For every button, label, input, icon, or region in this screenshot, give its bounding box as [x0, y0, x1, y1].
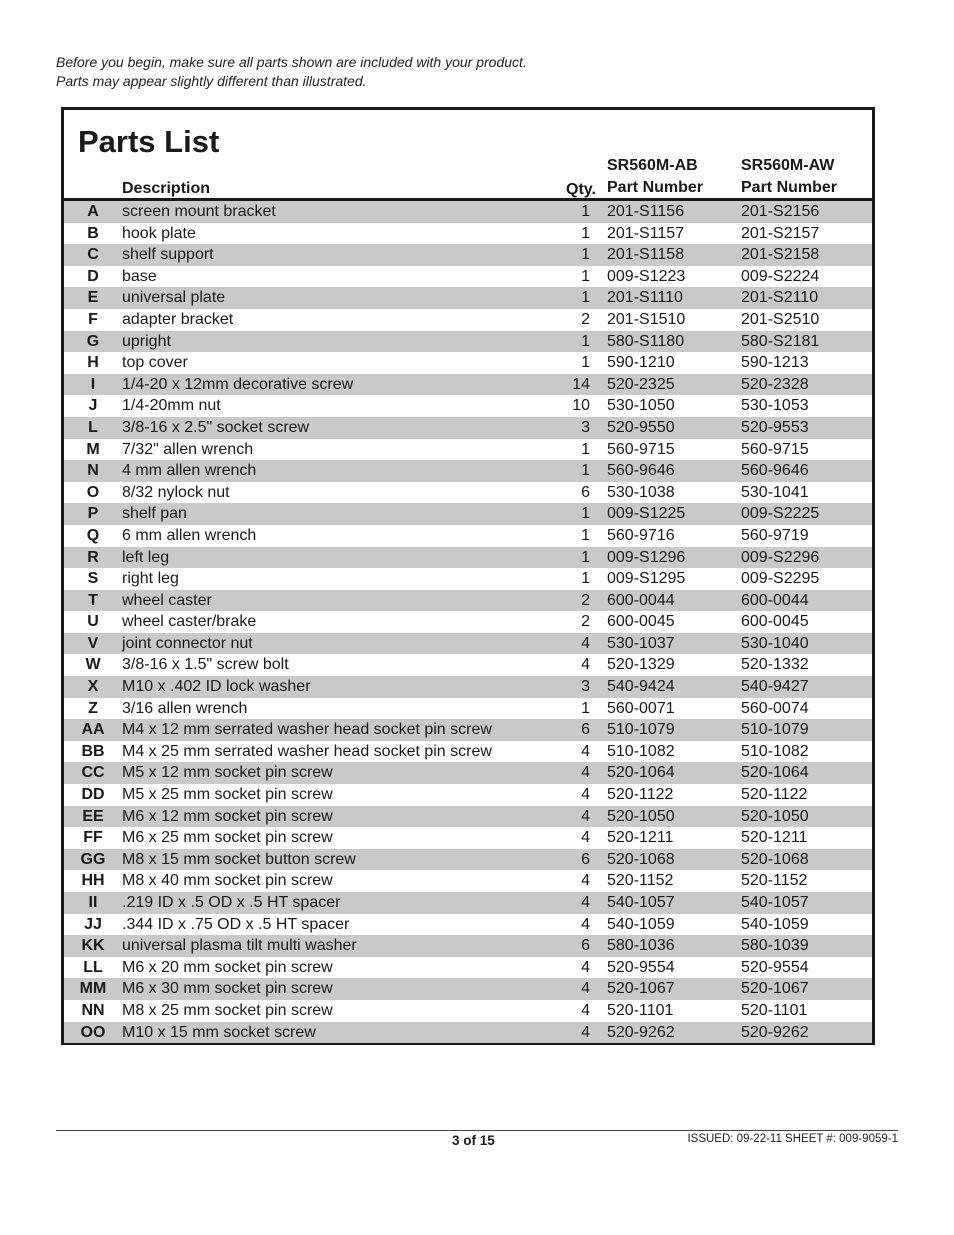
- part-description: 3/8-16 x 1.5" screw bolt: [122, 656, 289, 674]
- table-row: [64, 762, 872, 784]
- part-qty: 10: [572, 397, 590, 415]
- part-description: .219 ID x .5 OD x .5 HT spacer: [122, 894, 341, 911]
- part-description: left leg: [122, 548, 170, 566]
- part-description: top cover: [122, 354, 188, 372]
- table-row: [64, 417, 872, 439]
- table-row: [64, 1022, 872, 1044]
- part-qty: 1: [581, 332, 590, 350]
- part-number-aw: 201-S2110: [741, 289, 819, 307]
- part-description: universal plate: [122, 289, 226, 307]
- part-qty: 1: [581, 526, 590, 544]
- part-letter: JJ: [84, 915, 102, 933]
- part-number-aw: 540-9427: [741, 678, 809, 696]
- part-qty: 1: [581, 548, 590, 566]
- part-number-ab: 520-1211: [607, 829, 674, 847]
- part-qty: 1: [581, 462, 590, 480]
- part-number-aw: 510-1079: [741, 721, 809, 739]
- part-description: 3/8-16 x 2.5" socket screw: [122, 418, 310, 436]
- part-description: 1/4-20 x 12mm decorative screw: [122, 375, 354, 393]
- part-number-aw: 520-1067: [741, 980, 809, 998]
- part-number-aw: 530-1041: [741, 483, 809, 501]
- part-qty: 4: [581, 980, 590, 998]
- part-number-aw: 520-1068: [741, 850, 809, 868]
- part-letter: II: [88, 894, 98, 911]
- part-number-ab: 600-0044: [607, 591, 675, 609]
- part-letter: V: [87, 634, 99, 652]
- part-number-ab: 560-9716: [607, 526, 675, 544]
- part-number-aw: 560-9719: [741, 526, 809, 544]
- table-row: [64, 611, 872, 633]
- part-description: M6 x 25 mm socket pin screw: [122, 829, 333, 847]
- part-letter: R: [87, 548, 99, 566]
- part-qty: 3: [581, 678, 590, 696]
- part-letter: LL: [83, 958, 103, 976]
- table-row: [64, 806, 872, 828]
- part-qty: 6: [581, 721, 590, 739]
- part-letter: A: [87, 203, 99, 220]
- table-row: [64, 482, 872, 504]
- table-row: [64, 978, 872, 1000]
- part-qty: 4: [581, 829, 590, 847]
- part-letter: DD: [81, 786, 105, 804]
- header-description: Description: [122, 180, 211, 197]
- part-number-ab: 201-S1158: [607, 246, 685, 264]
- part-qty: 1: [581, 267, 590, 285]
- part-qty: 1: [581, 354, 590, 372]
- part-qty: 1: [581, 203, 590, 220]
- header-qty: Qty.: [566, 181, 596, 198]
- table-row: [64, 525, 872, 547]
- part-number-ab: 520-1067: [607, 980, 675, 998]
- part-letter: Z: [88, 699, 98, 717]
- part-number-aw: 520-1152: [741, 872, 808, 890]
- part-number-aw: 009-S2295: [741, 570, 820, 588]
- part-letter: BB: [81, 742, 105, 760]
- part-number-ab: 580-1036: [607, 937, 675, 955]
- part-description: M6 x 12 mm socket pin screw: [122, 807, 333, 825]
- part-number-aw: 590-1213: [741, 354, 809, 372]
- part-number-aw: 580-1039: [741, 937, 809, 955]
- part-number-ab: 009-S1223: [607, 267, 686, 285]
- part-qty: 1: [581, 505, 590, 523]
- part-number-ab: 520-9262: [607, 1023, 675, 1041]
- part-number-aw: 520-9554: [741, 958, 809, 976]
- part-number-aw: 540-1059: [741, 915, 809, 933]
- table-row: [64, 1000, 872, 1022]
- part-number-aw: 520-1050: [741, 807, 809, 825]
- part-number-ab: 540-9424: [607, 678, 675, 696]
- part-letter: D: [87, 267, 99, 285]
- part-letter: M: [86, 440, 100, 458]
- part-letter: OO: [80, 1023, 106, 1041]
- part-number-ab: 510-1079: [607, 721, 675, 739]
- part-number-ab: 520-1122: [607, 786, 674, 804]
- part-number-aw: 510-1082: [741, 742, 809, 760]
- table-row: [64, 784, 872, 806]
- part-qty: 1: [581, 289, 590, 307]
- part-number-aw: 009-S2296: [741, 548, 820, 566]
- part-description: right leg: [122, 570, 179, 588]
- part-description: M6 x 30 mm socket pin screw: [122, 980, 333, 998]
- part-number-aw: 540-1057: [741, 894, 809, 911]
- part-number-aw: 009-S2225: [741, 505, 820, 523]
- part-letter: AA: [81, 721, 105, 739]
- table-row: [64, 741, 872, 763]
- part-number-ab: 201-S1510: [607, 310, 686, 328]
- header-model-aw: SR560M-AW: [741, 157, 835, 174]
- part-number-ab: 520-1064: [607, 764, 675, 782]
- part-letter: P: [87, 505, 99, 523]
- part-number-ab: 201-S1110: [607, 289, 683, 307]
- table-row: [64, 719, 872, 741]
- part-description: 4 mm allen wrench: [122, 462, 257, 480]
- part-letter: W: [85, 656, 101, 674]
- part-description: 3/16 allen wrench: [122, 699, 248, 717]
- part-qty: 14: [572, 375, 590, 393]
- table-row: [64, 914, 872, 936]
- part-number-aw: 520-9262: [741, 1023, 809, 1041]
- part-number-ab: 560-9715: [607, 440, 675, 458]
- part-description: M4 x 12 mm serrated washer head socket pin screw: [122, 721, 492, 739]
- table-row: [64, 223, 872, 245]
- part-number-ab: 201-S1157: [607, 224, 685, 242]
- table-row: [64, 957, 872, 979]
- part-number-aw: 520-1122: [741, 786, 808, 804]
- table-row: [64, 503, 872, 525]
- part-letter: GG: [80, 850, 106, 868]
- part-qty: 2: [581, 591, 590, 609]
- part-letter: F: [88, 310, 98, 328]
- table-row: [64, 870, 872, 892]
- part-description: .344 ID x .75 OD x .5 HT spacer: [122, 915, 350, 933]
- part-number-ab: 009-S1296: [607, 548, 686, 566]
- part-qty: 4: [581, 807, 590, 825]
- part-qty: 4: [581, 915, 590, 933]
- part-letter: U: [87, 613, 99, 631]
- header-part-number-ab: Part Number: [607, 179, 704, 196]
- table-row: [64, 849, 872, 871]
- table-row: [64, 633, 872, 655]
- part-description: joint connector nut: [122, 634, 253, 652]
- footer-divider: [56, 1130, 898, 1131]
- part-number-ab: 520-1068: [607, 850, 675, 868]
- part-description: M5 x 12 mm socket pin screw: [122, 764, 333, 782]
- part-qty: 1: [581, 246, 590, 264]
- table-row: [64, 374, 872, 396]
- table-row: [64, 309, 872, 331]
- part-number-aw: 520-2328: [741, 375, 809, 393]
- part-number-ab: 510-1082: [607, 742, 675, 760]
- part-number-ab: 520-1152: [607, 872, 674, 890]
- part-letter: B: [87, 224, 99, 242]
- part-description: adapter bracket: [122, 310, 234, 328]
- part-number-ab: 009-S1225: [607, 505, 686, 523]
- intro-line-1: Before you begin, make sure all parts shown are included with your product.: [56, 54, 527, 70]
- part-qty: 1: [581, 699, 590, 717]
- part-description: universal plasma tilt multi washer: [122, 937, 357, 955]
- part-description: base: [122, 267, 157, 285]
- part-qty: 6: [581, 483, 590, 501]
- part-number-ab: 009-S1295: [607, 570, 686, 588]
- part-description: M8 x 15 mm socket button screw: [122, 850, 356, 868]
- part-letter: HH: [81, 872, 105, 890]
- part-letter: L: [88, 418, 98, 436]
- part-letter: Q: [86, 526, 100, 544]
- part-number-ab: 530-1037: [607, 634, 675, 652]
- table-row: [64, 827, 872, 849]
- part-number-ab: 520-2325: [607, 375, 675, 393]
- part-description: wheel caster/brake: [122, 613, 257, 631]
- part-qty: 1: [581, 570, 590, 588]
- table-row: [64, 395, 872, 417]
- part-description: wheel caster: [122, 591, 212, 609]
- page-number: 3 of 15: [452, 1133, 495, 1148]
- part-qty: 6: [581, 937, 590, 955]
- header-part-number-aw: Part Number: [741, 179, 838, 196]
- part-description: 1/4-20mm nut: [122, 397, 221, 415]
- part-description: M10 x 15 mm socket screw: [122, 1023, 316, 1041]
- table-row: [64, 266, 872, 288]
- part-description: screen mount bracket: [122, 203, 276, 220]
- part-letter: E: [87, 289, 99, 307]
- part-description: M6 x 20 mm socket pin screw: [122, 958, 333, 976]
- part-number-aw: 520-1211: [741, 829, 808, 847]
- table-row: [64, 676, 872, 698]
- part-letter: NN: [81, 1001, 105, 1019]
- part-number-aw: 520-9553: [741, 418, 809, 436]
- part-number-ab: 540-1057: [607, 894, 675, 911]
- part-number-ab: 520-1329: [607, 656, 675, 674]
- part-qty: 4: [581, 1023, 590, 1041]
- table-row: [64, 287, 872, 309]
- part-letter: H: [87, 354, 99, 372]
- part-qty: 4: [581, 634, 590, 652]
- part-number-ab: 530-1038: [607, 483, 675, 501]
- part-letter: MM: [79, 980, 107, 998]
- part-number-ab: 530-1050: [607, 397, 675, 415]
- part-description: 7/32" allen wrench: [122, 440, 254, 458]
- part-qty: 4: [581, 1001, 590, 1019]
- part-letter: I: [90, 375, 96, 393]
- intro-note: [56, 53, 527, 91]
- part-qty: 4: [581, 894, 590, 911]
- part-letter: J: [88, 397, 98, 415]
- part-letter: T: [88, 591, 98, 609]
- part-number-aw: 201-S2158: [741, 246, 820, 264]
- part-description: 6 mm allen wrench: [122, 526, 257, 544]
- part-number-ab: 520-1050: [607, 807, 675, 825]
- part-number-aw: 530-1053: [741, 397, 809, 415]
- parts-table-body: [64, 201, 872, 1043]
- table-row: [64, 698, 872, 720]
- part-qty: 3: [581, 418, 590, 436]
- part-qty: 4: [581, 764, 590, 782]
- part-description: 8/32 nylock nut: [122, 483, 230, 501]
- part-description: M4 x 25 mm serrated washer head socket pin screw: [122, 742, 492, 760]
- parts-list-panel: [61, 107, 875, 1045]
- part-number-aw: 530-1040: [741, 634, 809, 652]
- part-qty: 4: [581, 742, 590, 760]
- table-row: [64, 568, 872, 590]
- part-letter: O: [86, 483, 100, 501]
- part-letter: EE: [82, 807, 104, 825]
- part-qty: 4: [581, 786, 590, 804]
- part-number-aw: 520-1101: [741, 1001, 808, 1019]
- part-number-aw: 201-S2510: [741, 310, 820, 328]
- part-number-aw: 201-S2157: [741, 224, 820, 242]
- part-description: M8 x 40 mm socket pin screw: [122, 872, 333, 890]
- part-description: M5 x 25 mm socket pin screw: [122, 786, 333, 804]
- part-description: M8 x 25 mm socket pin screw: [122, 1001, 333, 1019]
- part-qty: 1: [581, 440, 590, 458]
- part-number-ab: 600-0045: [607, 613, 675, 631]
- part-letter: N: [87, 462, 99, 480]
- parts-list-title: Parts List: [78, 124, 220, 159]
- issue-sheet-info: ISSUED: 09-22-11 SHEET #: 009-9059-1: [687, 1133, 898, 1145]
- part-number-aw: 560-0074: [741, 699, 809, 717]
- header-model-ab: SR560M-AB: [607, 157, 698, 174]
- part-number-ab: 520-9554: [607, 958, 675, 976]
- table-row: [64, 935, 872, 957]
- part-number-aw: 560-9646: [741, 462, 809, 480]
- part-number-ab: 540-1059: [607, 915, 675, 933]
- part-number-aw: 520-1064: [741, 764, 809, 782]
- table-row: [64, 654, 872, 676]
- part-qty: 4: [581, 656, 590, 674]
- part-description: shelf pan: [122, 505, 187, 523]
- table-row: [64, 352, 872, 374]
- part-number-ab: 520-9550: [607, 418, 675, 436]
- part-number-ab: 590-1210: [607, 354, 675, 372]
- table-row: [64, 892, 872, 914]
- table-row: [64, 331, 872, 353]
- table-row: [64, 244, 872, 266]
- part-description: shelf support: [122, 246, 214, 264]
- part-number-aw: 600-0045: [741, 613, 809, 631]
- part-letter: C: [87, 246, 99, 264]
- part-number-aw: 009-S2224: [741, 267, 820, 285]
- part-number-ab: 580-S1180: [607, 332, 685, 350]
- part-number-ab: 560-9646: [607, 462, 675, 480]
- part-number-aw: 580-S2181: [741, 332, 820, 350]
- part-description: hook plate: [122, 224, 196, 242]
- part-qty: 4: [581, 958, 590, 976]
- part-number-aw: 201-S2156: [741, 203, 820, 220]
- part-qty: 6: [581, 850, 590, 868]
- table-row: [64, 201, 872, 223]
- part-number-ab: 560-0071: [607, 699, 675, 717]
- part-qty: 4: [581, 872, 590, 890]
- table-row: [64, 547, 872, 569]
- part-number-ab: 201-S1156: [607, 203, 685, 220]
- part-number-aw: 560-9715: [741, 440, 809, 458]
- part-qty: 1: [581, 224, 590, 242]
- part-letter: KK: [81, 937, 105, 955]
- part-number-aw: 600-0044: [741, 591, 809, 609]
- part-letter: G: [86, 332, 100, 350]
- part-letter: X: [87, 678, 99, 696]
- table-row: [64, 590, 872, 612]
- part-number-ab: 520-1101: [607, 1001, 674, 1019]
- part-description: upright: [122, 332, 171, 350]
- table-row: [64, 460, 872, 482]
- part-qty: 2: [581, 310, 590, 328]
- part-letter: FF: [83, 829, 103, 847]
- table-row: [64, 439, 872, 461]
- part-number-aw: 520-1332: [741, 656, 809, 674]
- part-description: M10 x .402 ID lock washer: [122, 678, 311, 696]
- part-letter: CC: [81, 764, 105, 782]
- part-qty: 2: [581, 613, 590, 631]
- part-letter: S: [87, 570, 99, 588]
- intro-line-2: Parts may appear slightly different than illustrated.: [56, 73, 367, 89]
